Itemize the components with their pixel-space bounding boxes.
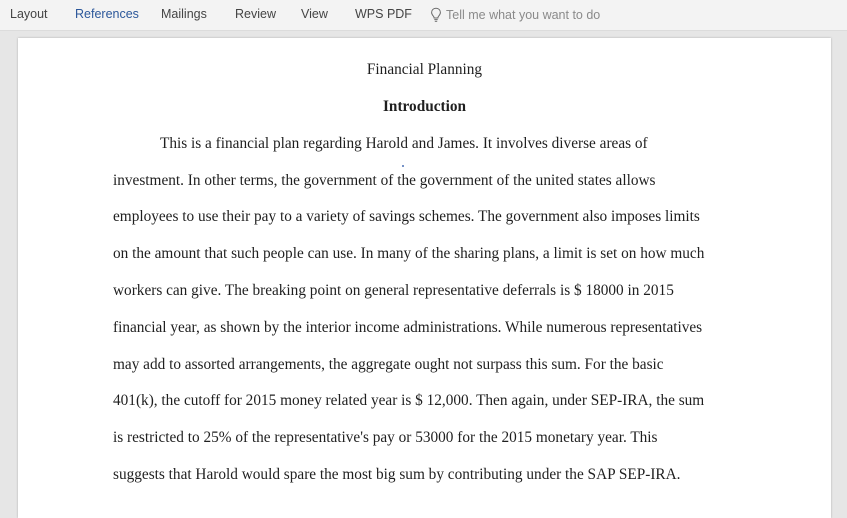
document-title: Financial Planning <box>366 61 483 78</box>
tab-layout[interactable]: Layout <box>10 7 48 21</box>
paragraph-line: employees to use their pay to a variety of savings schemes. The government also imposes limits <box>113 208 700 225</box>
tab-wps-pdf[interactable]: WPS PDF <box>355 7 412 21</box>
tell-me-search[interactable] <box>430 6 600 24</box>
lightbulb-icon <box>430 7 442 23</box>
tab-view[interactable]: View <box>301 7 328 21</box>
paragraph-line: investment. In other terms, the government of the government of the united states allows <box>113 172 656 189</box>
paragraph-line: on the amount that such people can use. In many of the sharing plans, a limit is set on how much <box>113 245 705 262</box>
ribbon-tab-bar <box>0 0 847 31</box>
tab-review[interactable]: Review <box>235 7 276 21</box>
tab-mailings[interactable]: Mailings <box>161 7 207 21</box>
text-cursor-mark <box>402 165 404 167</box>
paragraph-line: financial year, as shown by the interior income administrations. While numerous representatives <box>113 319 703 336</box>
paragraph-line: workers can give. The breaking point on general representative deferrals is $ 18000 in 2015 <box>113 282 674 299</box>
tab-references[interactable]: References <box>75 7 139 21</box>
paragraph-line: This is a financial plan regarding Harold and James. It involves diverse areas of <box>160 135 648 152</box>
section-heading: Introduction <box>382 98 467 115</box>
paragraph-line: is restricted to 25% of the representative's pay or 53000 for the 2015 monetary year. This <box>113 429 658 446</box>
document-page[interactable] <box>18 38 831 518</box>
paragraph-line: may add to assorted arrangements, the aggregate ought not surpass this sum. For the basic <box>113 356 664 373</box>
document-canvas[interactable] <box>0 31 847 497</box>
paragraph-line: suggests that Harold would spare the most big sum by contributing under the SAP SEP-IRA. <box>113 466 681 483</box>
paragraph-line: 401(k), the cutoff for 2015 money related year is $ 12,000. Then again, under SEP-IRA, the sum <box>113 392 705 409</box>
tell-me-placeholder[interactable]: Tell me what you want to do <box>446 8 601 22</box>
